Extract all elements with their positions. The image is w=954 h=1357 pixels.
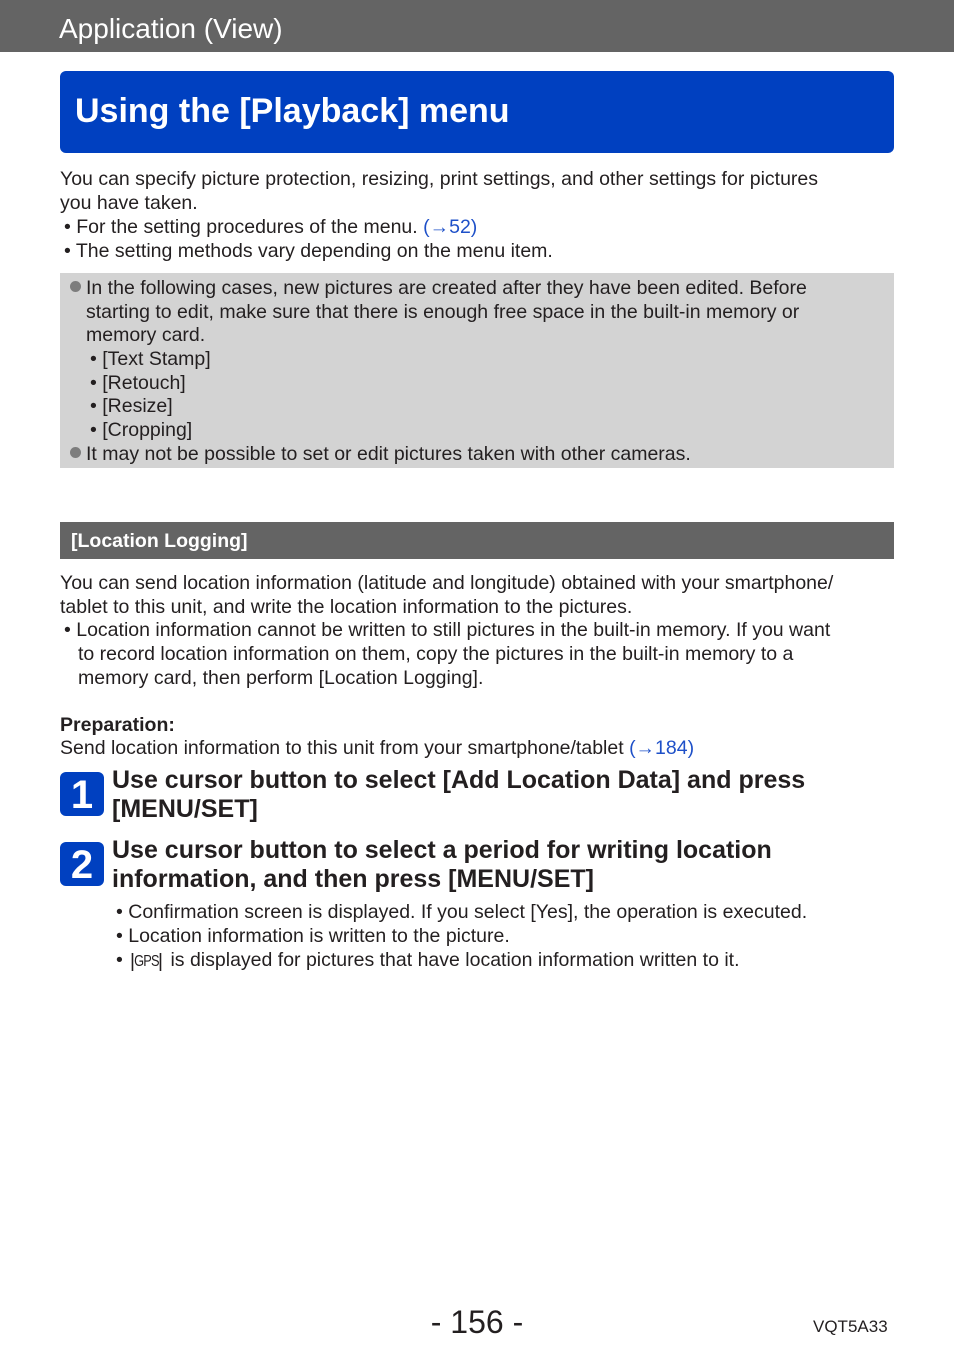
page-link-184[interactable]: (→184) <box>629 737 695 759</box>
location-bullet-line3: memory card, then perform [Location Logging]. <box>78 667 484 689</box>
note-item1-line3: memory card. <box>86 324 206 346</box>
location-logging-title: [Location Logging] <box>71 530 248 552</box>
location-p-line1: You can send location information (latitude and longitude) obtained with your smartphone/ <box>60 572 834 594</box>
intro-bullet-2: • The setting methods vary depending on the menu item. <box>64 240 553 262</box>
step-number-1-icon: 1 <box>60 772 104 816</box>
step-1-line1: Use cursor button to select [Add Location Data] and press <box>112 766 806 794</box>
note-subitem: • [Cropping] <box>90 419 193 441</box>
page-title: Using the [Playback] menu <box>75 92 510 130</box>
intro-bullet-1 <box>64 215 477 239</box>
intro-line2: you have taken. <box>60 192 198 214</box>
step-2-line2: information, and then press [MENU/SET] <box>112 865 594 893</box>
step-2-line1: Use cursor button to select a period for writing location <box>112 836 772 864</box>
note-subitem: • [Text Stamp] <box>90 348 211 370</box>
note-item1-line2: starting to edit, make sure that there is enough free space in the built-in memory or <box>86 301 800 323</box>
note-subitem: • [Retouch] <box>90 372 186 394</box>
page-link-52[interactable]: (→52) <box>423 216 478 238</box>
note-item1-line1: In the following cases, new pictures are created after they have been edited. Before <box>86 277 807 299</box>
preparation-label: Preparation: <box>60 714 175 736</box>
preparation-text-body: Send location information to this unit from your smartphone/tablet <box>60 737 630 759</box>
page-title-box <box>60 71 894 153</box>
section-title: Application (View) <box>59 13 283 44</box>
bullet-dot-icon <box>70 447 81 458</box>
gps-icon: GPS <box>132 953 161 971</box>
preparation-text <box>60 736 694 760</box>
step2-note-3-suffix: is displayed for pictures that have location information written to it. <box>165 949 740 971</box>
step2-note-3-prefix: • <box>116 949 129 971</box>
step2-note-2: • Location information is written to the picture. <box>116 925 510 947</box>
note-box <box>60 273 894 468</box>
step-number-2-icon: 2 <box>60 842 104 886</box>
step-1-line2: [MENU/SET] <box>112 795 258 823</box>
location-p-line2: tablet to this unit, and write the location information to the pictures. <box>60 596 633 618</box>
bullet-dot-icon <box>70 281 81 292</box>
document-code: VQT5A33 <box>813 1317 888 1336</box>
location-bullet-line2: to record location information on them, copy the pictures in the built-in memory to a <box>78 643 794 665</box>
location-bullet-line1: • Location information cannot be written to still pictures in the built-in memory. If you want <box>64 619 831 641</box>
page-number: - 156 - <box>430 1304 524 1340</box>
note-subitem: • [Resize] <box>90 395 173 417</box>
note-item2: It may not be possible to set or edit pictures taken with other cameras. <box>86 443 691 465</box>
location-logging-header <box>60 522 894 559</box>
step2-note-1: • Confirmation screen is displayed. If you select [Yes], the operation is executed. <box>116 901 808 923</box>
step2-note-3 <box>116 948 740 972</box>
intro-bullet-1-text: • For the setting procedures of the menu. <box>64 216 424 238</box>
intro-line1: You can specify picture protection, resizing, print settings, and other settings for pictures <box>60 168 819 190</box>
section-header-bar <box>0 0 954 52</box>
